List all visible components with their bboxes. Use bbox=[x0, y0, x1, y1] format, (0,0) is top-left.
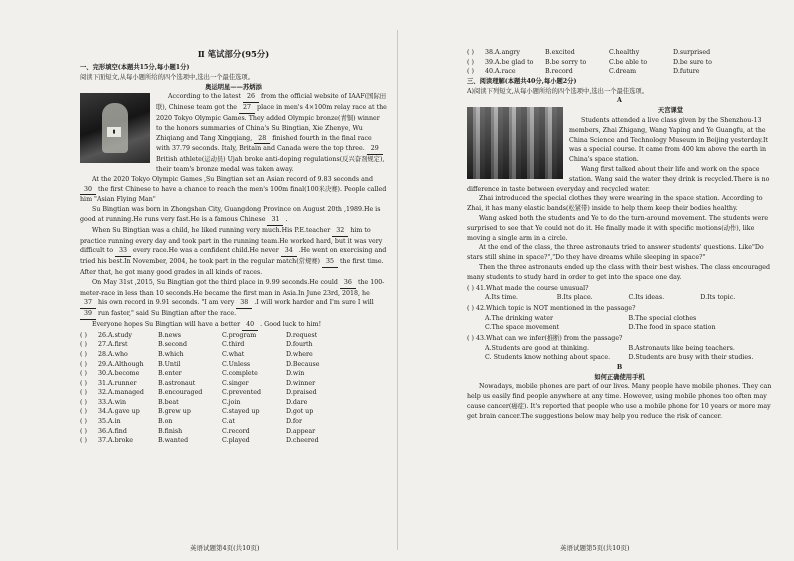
question-option: B.The special clothes bbox=[628, 314, 697, 322]
question-stem bbox=[467, 304, 772, 314]
cloze-blank: 39 bbox=[80, 309, 96, 320]
option-a: 32.A.managed bbox=[98, 389, 144, 397]
question-option: C.Its ideas. bbox=[628, 294, 665, 302]
option-row bbox=[80, 369, 344, 379]
option-d: D.request bbox=[286, 331, 318, 339]
option-c: C.complete bbox=[222, 370, 258, 378]
option-row bbox=[467, 58, 731, 68]
part-title: 一、完形填空(本题共15分,每小题1分) bbox=[80, 64, 190, 71]
cloze-options-table-continued bbox=[467, 48, 731, 77]
answer-bracket[interactable]: ( ) bbox=[467, 304, 474, 312]
cloze-blank: 32 bbox=[332, 226, 348, 237]
passage-a-paragraph: Wang asked both the students and Ye to do the turn-around movement. The students were surprised to see that Ye could not do it. He finally made it with specific motions(动作), like moving a single arm in a circle. bbox=[467, 214, 769, 242]
option-c: C.record bbox=[222, 427, 250, 435]
passage-text: from the official website of IAAF(国际田联), Chinese team got the bbox=[156, 93, 387, 112]
option-c: C.third bbox=[222, 341, 245, 349]
option-row bbox=[80, 436, 344, 446]
option-b: B.be sorry to bbox=[545, 58, 587, 66]
option-b: B.excited bbox=[545, 49, 575, 56]
option-row bbox=[80, 398, 344, 408]
passage-text: . Good luck to him! bbox=[258, 320, 322, 328]
option-c: C.join bbox=[222, 398, 241, 406]
passage-paragraph bbox=[80, 278, 387, 320]
option-d: D.for bbox=[286, 418, 302, 426]
option-d: D.where bbox=[286, 350, 313, 358]
question-options bbox=[467, 344, 772, 363]
passage-paragraph bbox=[80, 320, 387, 331]
answer-bracket[interactable]: ( ) bbox=[80, 370, 87, 378]
passage-paragraph bbox=[80, 175, 387, 205]
passage-a-label: A bbox=[617, 97, 622, 105]
question-option: A.The drinking water bbox=[485, 314, 553, 322]
option-d: D.dare bbox=[286, 398, 308, 406]
answer-bracket[interactable]: ( ) bbox=[80, 360, 87, 368]
option-b: B.second bbox=[158, 341, 187, 349]
option-b: B.record bbox=[545, 68, 573, 76]
reading-questions bbox=[467, 284, 772, 363]
option-b: B.Until bbox=[158, 360, 181, 368]
cloze-blank: 27 bbox=[239, 103, 255, 114]
passage-text: According to the latest bbox=[168, 93, 243, 101]
option-d: D.be sure to bbox=[673, 58, 712, 66]
part-instruction: 阅读下面短文,从每小题所给的四个选项中,选出一个最佳选项。 bbox=[80, 73, 255, 81]
answer-bracket[interactable]: ( ) bbox=[467, 334, 474, 342]
passage-text: run faster," said Su Bingtian after the race. bbox=[96, 310, 237, 318]
passage-a-paragraph: Wang first talked about their life and work on the space station. Wang said the water they drink is recycled.There is no difference in taste between everyday and recycled water. bbox=[467, 165, 770, 193]
cloze-blank: 33 bbox=[115, 246, 131, 257]
passage-text: the 100-meter-race in less than 10 seconds.He became the first man in Asia.In June 23rd, 2018, he bbox=[80, 278, 385, 297]
option-d: D.Because bbox=[286, 360, 320, 368]
question-option: A.Its time. bbox=[485, 294, 519, 302]
option-d: D.winner bbox=[286, 379, 316, 387]
option-c: C.stayed up bbox=[222, 408, 260, 416]
answer-bracket[interactable]: ( ) bbox=[467, 284, 474, 292]
passage-paragraph bbox=[80, 205, 387, 226]
question-option: D.Students are busy with their studies. bbox=[628, 354, 754, 362]
space-class-photo bbox=[467, 107, 563, 179]
option-a: 40.A.race bbox=[485, 68, 516, 76]
option-c: C.at bbox=[222, 418, 235, 426]
option-c: C.dream bbox=[609, 68, 637, 76]
option-b: B.wanted bbox=[158, 437, 189, 445]
option-c: C.Unless bbox=[222, 360, 251, 368]
cloze-options-table bbox=[80, 331, 344, 446]
question-text: 42.Which topic is NOT mentioned in the passage? bbox=[475, 304, 636, 312]
option-row bbox=[80, 407, 344, 417]
question-option: C. Students know nothing about space. bbox=[485, 354, 611, 362]
passage-a-paragraph: Zhai introduced the special clothes they were wearing in the space station. According to Zhai, it has many elastic bands(松紧带) inside to help them keep their bodies healthy. bbox=[467, 195, 763, 213]
option-c: C.healthy bbox=[609, 49, 640, 56]
answer-bracket[interactable]: ( ) bbox=[80, 350, 87, 358]
passage-a bbox=[467, 106, 772, 282]
answer-bracket[interactable]: ( ) bbox=[467, 49, 474, 56]
answer-bracket[interactable]: ( ) bbox=[80, 427, 87, 435]
photo-shade bbox=[467, 107, 563, 179]
cloze-blank: 29 bbox=[367, 144, 383, 155]
passage-paragraph bbox=[80, 226, 387, 278]
question-text: 41.What made the course unusual? bbox=[475, 284, 589, 292]
cloze-blank: 40 bbox=[242, 320, 258, 331]
option-a: 39.A.be glad to bbox=[485, 58, 534, 66]
option-c: C.played bbox=[222, 437, 250, 445]
option-c: C.be able to bbox=[609, 58, 648, 66]
cloze-blank: 34 bbox=[281, 246, 297, 257]
option-a: 27.A.first bbox=[98, 341, 128, 349]
passage-text: him to practice running every day and took part in the running team.He worked hard, but it was very difficult to bbox=[80, 226, 383, 255]
option-b: B.news bbox=[158, 331, 182, 339]
passage-text: finished fourth in the final race with 37.79 seconds. Italy, Britain and Canada were the top three. bbox=[156, 134, 372, 153]
passage-text: place in men's 4×100m relay race at the 2020 Tokyo Olympic Games. They added Olympic bronze(青铜) winner to the honors summaries of China's Su Bingtian, Xie Zhenye, Wu Zhiqiang and Tang Xingqiang, bbox=[156, 104, 387, 142]
cloze-blank: 28 bbox=[254, 134, 270, 145]
answer-bracket[interactable]: ( ) bbox=[80, 389, 87, 397]
option-b: B.astronaut bbox=[158, 379, 196, 387]
passage-b-title: 如何正确使用手机 bbox=[594, 373, 645, 381]
option-row bbox=[467, 67, 731, 77]
question-stem bbox=[467, 334, 772, 344]
cloze-blank: 37 bbox=[80, 298, 96, 309]
answer-bracket[interactable]: ( ) bbox=[80, 341, 87, 349]
cloze-blank: 35 bbox=[322, 257, 338, 268]
option-a: 31.A.runner bbox=[98, 379, 137, 387]
option-row bbox=[80, 350, 344, 360]
cloze-blank: 26 bbox=[243, 92, 259, 103]
passage-text: every race.He was a confident child.He never bbox=[130, 247, 281, 255]
question-option: B.Its place. bbox=[556, 294, 593, 302]
option-c: C.singer bbox=[222, 379, 249, 387]
option-row bbox=[467, 48, 731, 58]
question-text: 43.What can we infer(推断) from the passage? bbox=[475, 334, 623, 342]
answer-bracket[interactable]: ( ) bbox=[80, 398, 87, 406]
option-b: B.which bbox=[158, 350, 184, 358]
question-options bbox=[467, 293, 772, 303]
passage-text: Everyone hopes Su Bingtian will have a better bbox=[92, 320, 243, 328]
passage-text: his own record in 9.91 seconds. "I am very bbox=[96, 299, 237, 307]
passage-b-label: B bbox=[616, 363, 623, 371]
option-b: B.finish bbox=[158, 427, 183, 435]
cloze-blank: 36 bbox=[340, 278, 356, 289]
option-a: 28.A.who bbox=[98, 350, 128, 358]
section-title: Ⅱ 笔试部分(95分) bbox=[197, 49, 270, 59]
question-options bbox=[467, 314, 772, 333]
passage-text: Su Bingtian was born in Zhongshan City, Guangdong Province on August 20th ,1989.He is good at running.He runs very fast.He is a famous Chinese bbox=[80, 206, 381, 223]
option-row bbox=[80, 379, 344, 389]
passage-text: .He went on exercising and tried his best.In November, 2004, he took part in the regular match(常规赛) bbox=[80, 247, 387, 266]
option-c: C.prevented bbox=[222, 389, 261, 397]
option-d: D.got up bbox=[286, 408, 314, 416]
option-b: B.encouraged bbox=[158, 389, 203, 397]
option-b: B.grew up bbox=[158, 408, 191, 416]
cloze-blank: 31 bbox=[267, 215, 283, 226]
option-row bbox=[80, 417, 344, 427]
option-b: B.beat bbox=[158, 398, 179, 406]
option-c: C.what bbox=[222, 350, 245, 358]
answer-bracket[interactable]: ( ) bbox=[80, 408, 87, 416]
option-a: 34.A.gave up bbox=[98, 408, 140, 416]
page-footer-right: 英语试题第5页(共10页) bbox=[560, 544, 630, 552]
option-a: 29.A.Although bbox=[98, 360, 144, 368]
answer-bracket[interactable]: ( ) bbox=[80, 379, 87, 387]
answer-bracket[interactable]: ( ) bbox=[80, 437, 87, 445]
passage-text: the first time. After that, he got many good grades in all kinds of races. bbox=[80, 258, 384, 276]
option-row bbox=[80, 360, 344, 370]
cloze-blank: 30 bbox=[80, 185, 96, 196]
right-page bbox=[397, 0, 794, 561]
passage-text: British athlete(运动员) Ujah broke anti-doping regulations(反兴奋剂规定), their team's bronze medal was taken away. bbox=[156, 156, 385, 173]
option-a: 36.A.find bbox=[98, 427, 127, 435]
question-option: B.Astronauts like being teachers. bbox=[628, 344, 735, 352]
option-row bbox=[80, 388, 344, 398]
answer-bracket[interactable]: ( ) bbox=[80, 418, 87, 426]
passage-a-paragraph: Students attended a live class given by the Shenzhou-13 members, Zhai Zhigang, Wang Yaping and Ye Guangfu, at the China Science and Technology Museum in Beijing yesterday.It was a special course. It came from 400 km above the earth in China's space station. bbox=[569, 116, 768, 164]
cloze-passage bbox=[80, 92, 387, 330]
page-footer-left: 英语试题第4页(共10页) bbox=[190, 544, 260, 552]
option-a: 26.A.study bbox=[98, 331, 132, 339]
option-a: 35.A.in bbox=[98, 418, 121, 426]
option-a: 33.A.win bbox=[98, 398, 127, 406]
option-row bbox=[80, 340, 344, 350]
option-d: D.cheered bbox=[286, 437, 319, 445]
option-a: 38.A.angry bbox=[485, 49, 520, 56]
passage-a-paragraph: Then the three astronauts ended up the class with their best wishes. The class encouraged many students to study hard in order to get into the space one day. bbox=[467, 263, 771, 281]
passage-a-paragraph: At the end of the class, the three astronauts tried to answer students' questions. Like"Do stars still shine in space?","Do they have dreams while sleeping in space?" bbox=[467, 244, 764, 262]
option-c: C.program bbox=[222, 331, 257, 339]
question-option: A.Students are good at thinking. bbox=[485, 344, 590, 352]
option-a: 37.A.broke bbox=[98, 437, 133, 445]
option-b: B.enter bbox=[158, 370, 182, 378]
passage-text: At the 2020 Tokyo Olympic Games ,Su Bingtian set an Asian record of 9.83 seconds and bbox=[92, 175, 374, 183]
option-d: D.win bbox=[286, 370, 305, 378]
option-row bbox=[80, 331, 344, 341]
passage-text: . bbox=[283, 215, 288, 223]
answer-bracket[interactable]: ( ) bbox=[467, 68, 474, 76]
option-d: D.appear bbox=[286, 427, 316, 435]
passage-text: the first Chinese to have a chance to reach the men's 100m final(100米决赛). People called him "Asian Flying Man" bbox=[80, 185, 387, 204]
question-option: D.Its topic. bbox=[700, 294, 736, 302]
option-d: D.fourth bbox=[286, 341, 313, 349]
option-a: 30.A.become bbox=[98, 370, 140, 378]
question-option: D.The food in space station bbox=[628, 324, 716, 332]
reading-part-title: 三、阅读理解(本题共40分,每小题2分) bbox=[467, 77, 577, 85]
question-option: C.The space movement bbox=[485, 324, 560, 332]
cloze-blank: 38 bbox=[236, 298, 252, 309]
passage-b-paragraph: Nowadays, mobile phones are part of our lives. Many people have mobile phones. They can help us easily find people anywhere at any time. However, using mobile phones too often may cause cancer(癌症). It's reported that people who use a mobile phone for 10 years or more may get brain cancer.The suggestions below may help you reduce the risk of cancer. bbox=[467, 383, 772, 420]
athlete-bib: ▮ bbox=[107, 127, 121, 137]
passage-text: On May 31st ,2015, Su Bingtian got the third place in 9.99 seconds.He could bbox=[92, 278, 340, 286]
passage-text: When Su Bingtian was a child, he liked running very much.His P.E.teacher bbox=[92, 226, 333, 234]
option-d: D.praised bbox=[286, 389, 317, 397]
option-row bbox=[80, 427, 344, 437]
passage-title: 奥运明星——苏炳添 bbox=[205, 83, 262, 91]
passage-a-title: 天宫课堂 bbox=[657, 107, 684, 115]
option-d: D.surprised bbox=[673, 49, 711, 56]
question-stem bbox=[467, 284, 772, 294]
reading-instruction: A)阅读下列短文,从每小题所给的四个选项中,选出一个最佳选项。 bbox=[467, 87, 649, 95]
passage-text: .I will work harder and I'm sure I will bbox=[252, 299, 374, 307]
option-d: D.future bbox=[673, 68, 700, 76]
answer-bracket[interactable]: ( ) bbox=[467, 58, 474, 66]
answer-bracket[interactable]: ( ) bbox=[80, 331, 87, 339]
option-b: B.on bbox=[158, 418, 173, 426]
athlete-photo bbox=[80, 93, 150, 163]
